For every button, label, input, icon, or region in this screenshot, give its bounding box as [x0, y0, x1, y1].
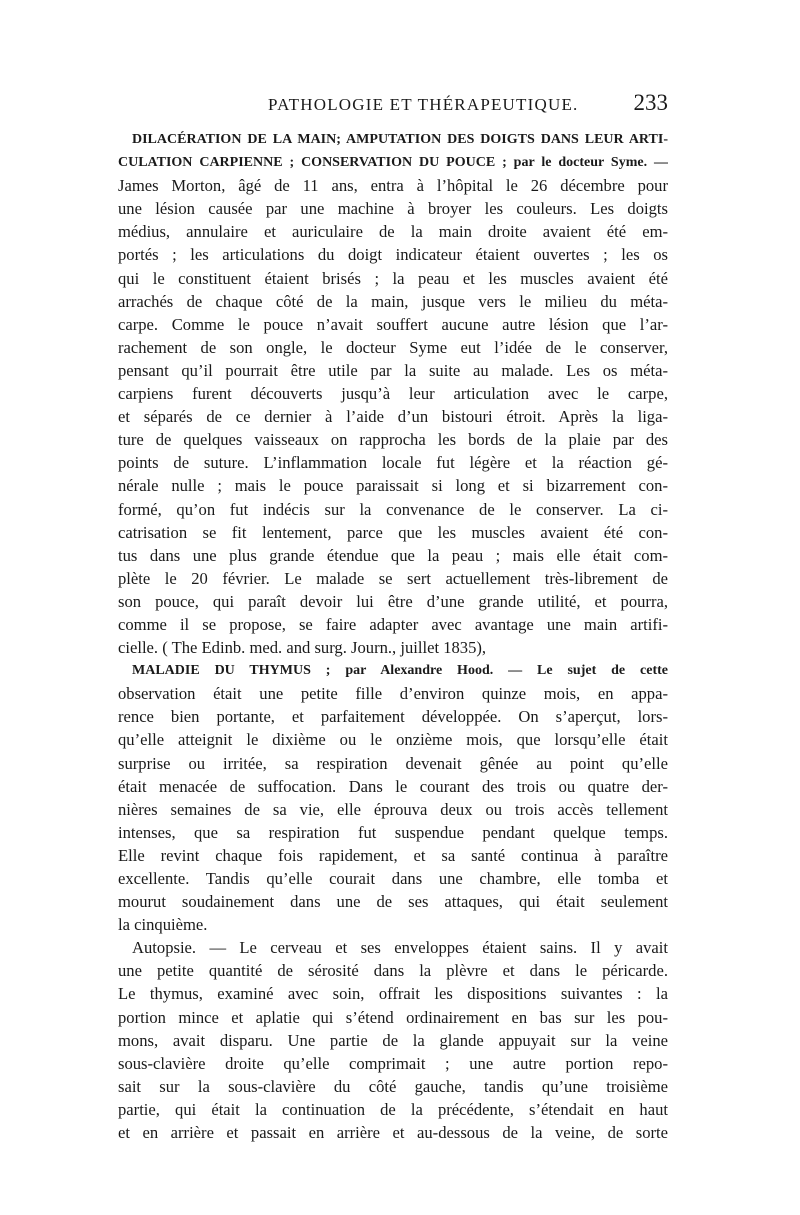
text-line: rence bien portante, et parfaitement développée. On s’aperçut, lors-	[118, 707, 668, 727]
text-line: nières semaines de sa vie, elle éprouva deux ou trois accès tellement	[118, 799, 668, 819]
running-head: PATHOLOGIE ET THÉRAPEUTIQUE.	[268, 95, 579, 114]
text-line: DILACÉRATION DE LA MAIN; AMPUTATION DES DOIGTS DANS LEUR ARTI-	[132, 132, 668, 147]
text-line: points de suture. L’inflammation locale fut légère et la réaction gé-	[118, 453, 668, 473]
text-line: Autopsie. — Le cerveau et ses enveloppes étaient sains. Il y avait	[132, 938, 668, 958]
text-line: portés ; les articulations du doigt indicateur étaient ouvertes ; les os	[118, 245, 668, 265]
text-line: carpe. Comme le pouce n’avait souffert aucune autre lésion que l’ar-	[118, 314, 668, 334]
text-line: son pouce, qui paraît devoir lui être d’une grande utilité, et pourra,	[118, 591, 668, 611]
text-line: une lésion causée par une machine à broyer les couleurs. Les doigts	[118, 199, 668, 219]
text-line: nérale nulle ; mais le pouce paraissait si long et si bizarrement con-	[118, 476, 668, 496]
text-line: intenses, que sa respiration fut suspendue pendant quelque temps.	[118, 822, 668, 842]
text-line: tus dans une plus grande étendue que la peau ; mais elle était com-	[118, 545, 668, 565]
text-line: une petite quantité de sérosité dans la plèvre et dans le péricarde.	[118, 961, 668, 981]
text-line: excellente. Tandis qu’elle courait dans une chambre, elle tomba et	[118, 869, 668, 888]
text-line: James Morton, âgé de 11 ans, entra à l’hôpital le 26 décembre pour	[118, 176, 668, 196]
text-line: catrisation se fit lentement, parce que les muscles avaient été con-	[118, 522, 668, 542]
text-line: mons, avait disparu. Une partie de la glande appuyait sur la veine	[118, 1030, 668, 1050]
text-line: portion mince et aplatie qui s’étend ordinairement en bas sur les pou-	[118, 1007, 668, 1027]
text-line: sous-clavière droite qu’elle comprimait ; une autre portion repo-	[118, 1053, 668, 1073]
text-line: rachement de son ongle, le docteur Syme eut l’idée de le conserver,	[118, 337, 668, 357]
text-line: sait sur la sous-clavière du côté gauche, tandis qu’une troisième	[118, 1076, 668, 1096]
text-line: qui le constituent étaient brisés ; la peau et les muscles avaient été	[118, 268, 668, 288]
text-line: et en arrière et passait en arrière et au-dessous de la veine, de sorte	[118, 1123, 668, 1143]
text-line: carpiens furent découverts jusqu’à leur articulation avec le carpe,	[118, 384, 668, 404]
text-line: qu’elle atteignit le dixième ou le onzième mois, que lorsqu’elle était	[118, 730, 668, 750]
text-line: était menacée de suffocation. Dans le courant des trois ou quatre der-	[118, 776, 668, 796]
text-line: médius, annulaire et auriculaire de la main droite avaient été em-	[118, 222, 668, 242]
text-line: arrachés de chaque côté de la main, jusque vers le milieu du méta-	[118, 291, 668, 311]
text-line: CULATION CARPIENNE ; CONSERVATION DU POUCE ; par le docteur Syme. —	[118, 155, 668, 171]
text-line: ture de quelques vaisseaux on rapprocha les bords de la plaie par des	[118, 430, 668, 450]
text-line: pensant qu’il pourrait être utile par la suite au malade. Les os méta-	[118, 360, 668, 380]
page-number: 233	[633, 90, 668, 115]
text-line: comme il se propose, se faire adapter avec avantage une main artifi-	[118, 614, 668, 634]
text-line: mourut soudainement dans une de ses attaques, qui était seulement	[118, 892, 668, 912]
text-line: Le thymus, examiné avec soin, offrait les dispositions suivantes : la	[118, 984, 668, 1004]
text-line: et séparés de ce dernier à l’aide d’un bistouri étroit. Après la liga-	[118, 407, 668, 427]
text-line: Elle revint chaque fois rapidement, et sa santé continua à paraître	[118, 845, 668, 865]
text-line: la cinquième.	[118, 915, 208, 935]
page-header	[118, 90, 668, 125]
text-line: MALADIE DU THYMUS ; par Alexandre Hood. — Le sujet de cette	[132, 663, 668, 679]
text-line: plète le 20 février. Le malade se sert actuellement très-librement de	[118, 568, 668, 588]
text-line: cielle. ( The Edinb. med. and surg. Journ., juillet 1835),	[118, 638, 487, 658]
body-text	[118, 128, 668, 1144]
text-line: formé, qu’on fut indécis sur la convenance de le conserver. La ci-	[118, 499, 668, 519]
text-line: partie, qui était la continuation de la précédente, s’étendait en haut	[118, 1099, 668, 1119]
text-line: surprise ou irritée, sa respiration devenait gênée au point qu’elle	[118, 753, 668, 773]
text-line: observation était une petite fille d’environ quinze mois, en appa-	[118, 684, 668, 704]
